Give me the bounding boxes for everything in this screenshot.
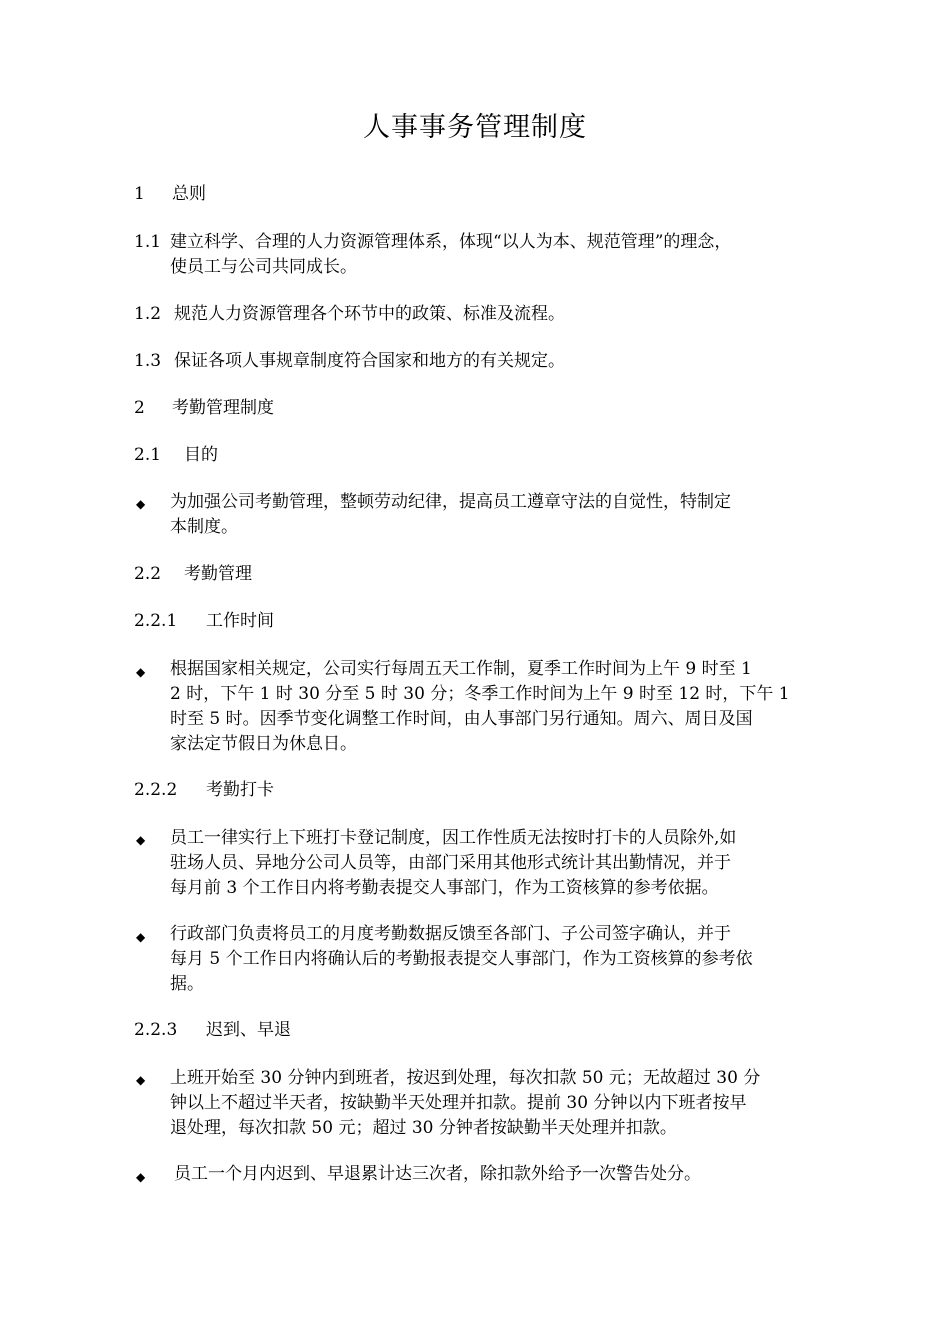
bullet-text: 每月前 3 个工作日内将考勤表提交人事部门，作为工资核算的参考依据。 [170,878,719,898]
bullet-text: 为加强公司考勤管理，整顿劳动纪律，提高员工遵章守法的自觉性，特制定 [170,492,731,512]
section-number: 2.2.2 [134,780,178,800]
section-heading: 工作时间 [206,611,274,631]
bullet-text: 本制度。 [170,517,238,537]
section-heading: 总则 [172,184,206,204]
bullet-text: 上班开始至 30 分钟内到班者，按迟到处理，每次扣款 50 元；无故超过 30 分 [170,1068,761,1088]
bullet-text: 根据国家相关规定，公司实行每周五天工作制，夏季工作时间为上午 9 时至 1 [170,659,752,679]
clause-text: 保证各项人事规章制度符合国家和地方的有关规定。 [174,351,565,371]
bullet-text: 时至 5 时。因季节变化调整工作时间，由人事部门另行通知。周六、周日及国 [170,709,753,729]
section-heading: 考勤打卡 [206,780,274,800]
section-number: 2.2.3 [134,1020,178,1040]
clause-text: 规范人力资源管理各个环节中的政策、标准及流程。 [174,304,565,324]
bullet-icon: ◆ [136,1170,146,1184]
section-heading: 迟到、早退 [206,1020,291,1040]
bullet-text: 钟以上不超过半天者，按缺勤半天处理并扣款。提前 30 分钟以内下班者按早 [170,1093,747,1113]
section-number: 2.2 [134,564,162,584]
clause-number: 1.3 [134,351,162,371]
bullet-icon: ◆ [136,833,146,847]
section-number: 2.2.1 [134,611,178,631]
clause-text: 使员工与公司共同成长。 [170,257,357,277]
bullet-text: 员工一律实行上下班打卡登记制度，因工作性质无法按时打卡的人员除外,如 [170,828,737,848]
bullet-text: 退处理，每次扣款 50 元；超过 30 分钟者按缺勤半天处理并扣款。 [170,1118,677,1138]
bullet-text: 行政部门负责将员工的月度考勤数据反馈至各部门、子公司签字确认，并于 [170,924,731,944]
document-title: 人事事务管理制度 [363,112,587,143]
bullet-text: 驻场人员、异地分公司人员等，由部门采用其他形式统计其出勤情况，并于 [170,853,731,873]
bullet-icon: ◆ [136,497,146,511]
section-heading: 考勤管理制度 [172,398,274,418]
clause-number: 1.1 [134,232,162,252]
bullet-text: 2 时，下午 1 时 30 分至 5 时 30 分；冬季工作时间为上午 9 时至 12 时，下午 1 [170,684,790,704]
clause-text: 建立科学、合理的人力资源管理体系，体现“以人为本、规范管理”的理念， [170,232,732,252]
bullet-text: 家法定节假日为休息日。 [170,734,357,754]
section-number: 2 [134,398,145,418]
bullet-icon: ◆ [136,1073,146,1087]
section-number: 1 [134,184,145,204]
bullet-text: 每月 5 个工作日内将确认后的考勤报表提交人事部门，作为工资核算的参考依 [170,949,753,969]
bullet-text: 员工一个月内迟到、早退累计达三次者，除扣款外给予一次警告处分。 [174,1164,701,1184]
section-heading: 目的 [184,445,218,465]
bullet-icon: ◆ [136,665,146,679]
section-number: 2.1 [134,445,162,465]
clause-number: 1.2 [134,304,162,324]
section-heading: 考勤管理 [184,564,252,584]
bullet-icon: ◆ [136,930,146,944]
bullet-text: 据。 [170,974,204,994]
